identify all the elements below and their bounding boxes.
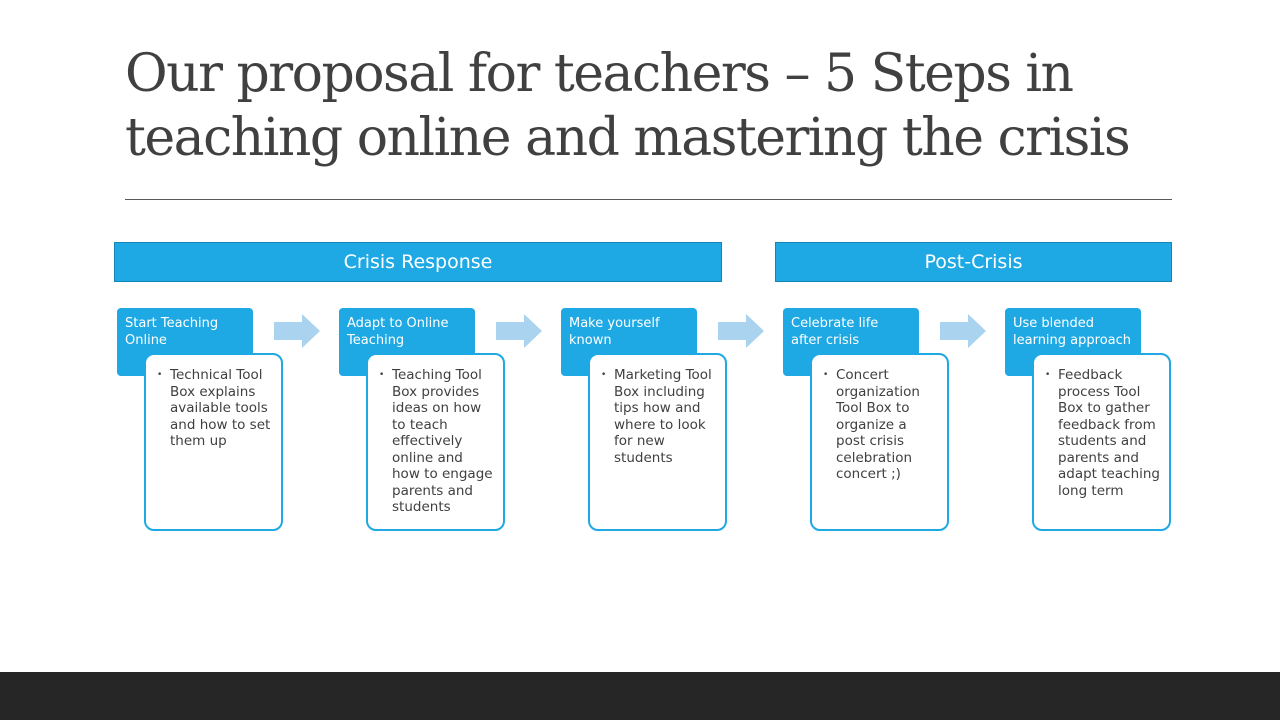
phase-crisis-response <box>114 242 722 282</box>
bullet-icon: • <box>157 370 163 380</box>
step-3-detail-box <box>588 353 727 531</box>
bullet-icon: • <box>601 370 607 380</box>
title-divider <box>125 199 1172 200</box>
bullet-icon: • <box>379 370 385 380</box>
step-4-detail: Concert organization Tool Box to organize a post crisis celebration concert ;) <box>836 367 920 482</box>
right-arrow-icon <box>940 314 986 348</box>
step-4-header: Celebrate life after crisis <box>783 308 919 376</box>
bullet-icon: • <box>1045 370 1051 380</box>
right-arrow-icon <box>718 314 764 348</box>
step-3-detail: Marketing Tool Box including tips how and where to look for new students <box>614 367 712 466</box>
step-3-header: Make yourself known <box>561 308 697 376</box>
step-2-detail-box <box>366 353 505 531</box>
right-arrow-icon <box>274 314 320 348</box>
footer-bar <box>0 672 1280 720</box>
step-1-header: Start Teaching Online <box>117 308 253 376</box>
phase-label: Post-Crisis <box>924 251 1023 273</box>
step-1-detail-box <box>144 353 283 531</box>
step-4-detail-box <box>810 353 949 531</box>
step-5-header: Use blended learning approach <box>1005 308 1141 376</box>
step-5-detail-box <box>1032 353 1171 531</box>
phase-post-crisis <box>775 242 1172 282</box>
step-2-header: Adapt to Online Teaching <box>339 308 475 376</box>
page-title: Our proposal for teachers – 5 Steps in teaching online and mastering the crisis <box>125 44 1130 168</box>
step-5-detail: Feedback process Tool Box to gather feedback from students and parents and adapt teaching long term <box>1058 367 1160 499</box>
bullet-icon: • <box>823 370 829 380</box>
step-1-detail: Technical Tool Box explains available tools and how to set them up <box>170 367 271 449</box>
right-arrow-icon <box>496 314 542 348</box>
phase-label: Crisis Response <box>343 251 493 273</box>
step-2-detail: Teaching Tool Box provides ideas on how to teach effectively online and how to engage parents and students <box>392 367 493 515</box>
